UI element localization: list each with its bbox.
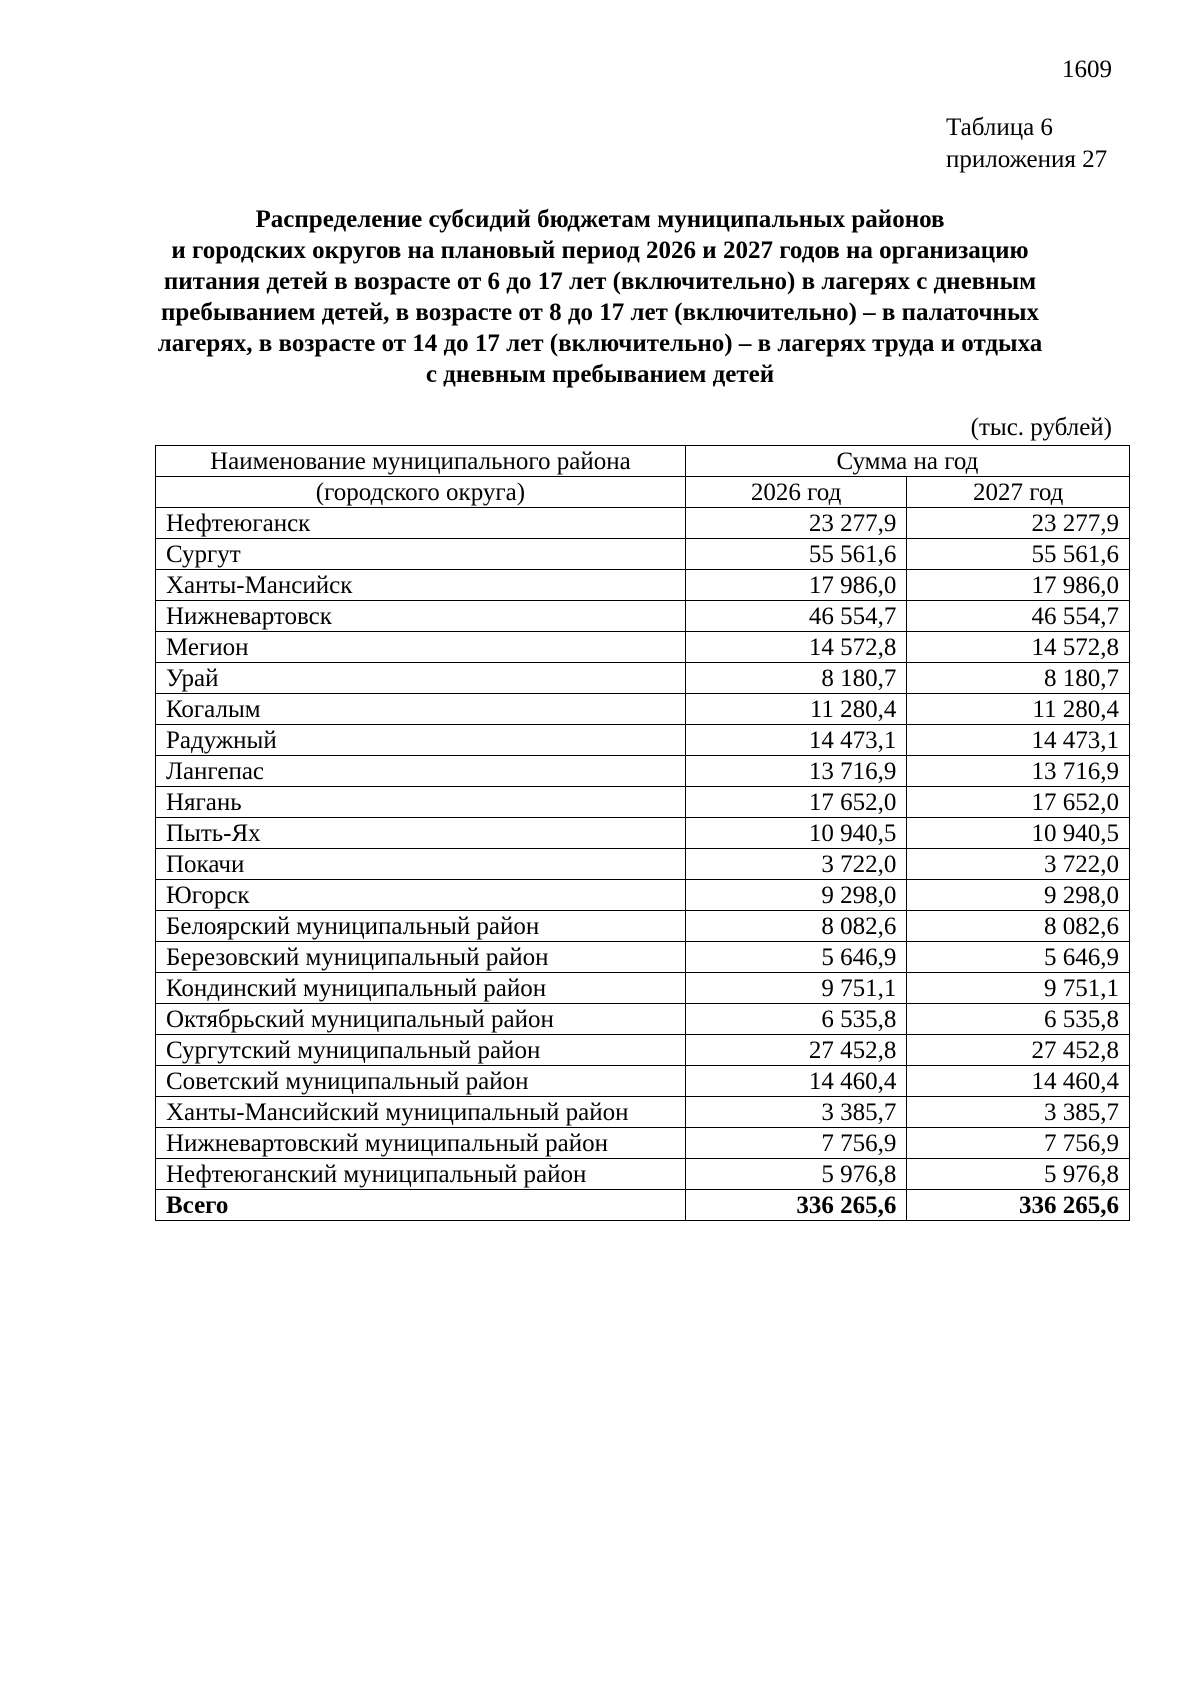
value-2027: 13 716,9 (907, 756, 1130, 787)
value-2026: 11 280,4 (685, 694, 907, 725)
table-row (156, 849, 1130, 880)
column-header-2026: 2026 год (685, 477, 907, 508)
subsidies-table (155, 445, 1130, 1221)
value-2027: 17 652,0 (907, 787, 1130, 818)
value-2027: 14 460,4 (907, 1066, 1130, 1097)
title-line: Распределение субсидий бюджетам муниципальных районов (255, 206, 945, 233)
document-title (140, 204, 1060, 390)
value-2026: 14 473,1 (685, 725, 907, 756)
total-2026: 336 265,6 (685, 1190, 907, 1221)
municipality-name: Урай (156, 663, 686, 694)
value-2026: 14 460,4 (685, 1066, 907, 1097)
municipality-name: Сургутский муниципальный район (156, 1035, 686, 1066)
value-2026: 13 716,9 (685, 756, 907, 787)
title-line: лагерях, в возрасте от 14 до 17 лет (включительно) – в лагерях труда и отдыха (157, 330, 1043, 357)
municipality-name: Белоярский муниципальный район (156, 911, 686, 942)
table-reference-line-2: приложения 27 (946, 146, 1108, 173)
value-2026: 5 646,9 (685, 942, 907, 973)
municipality-name: Кондинский муниципальный район (156, 973, 686, 1004)
table-row (156, 880, 1130, 911)
value-2027: 8 082,6 (907, 911, 1130, 942)
value-2026: 17 652,0 (685, 787, 907, 818)
municipality-name: Когалым (156, 694, 686, 725)
municipality-name: Лангепас (156, 756, 686, 787)
value-2027: 46 554,7 (907, 601, 1130, 632)
municipality-name: Югорск (156, 880, 686, 911)
table-row (156, 818, 1130, 849)
title-line: питания детей в возрасте от 6 до 17 лет (включительно) в лагерях с дневным (163, 268, 1037, 295)
column-header-2027: 2027 год (907, 477, 1130, 508)
municipality-name: Нефтеюганск (156, 508, 686, 539)
municipality-name: Нижневартовский муниципальный район (156, 1128, 686, 1159)
table-row (156, 570, 1130, 601)
value-2026: 46 554,7 (685, 601, 907, 632)
value-2027: 27 452,8 (907, 1035, 1130, 1066)
value-2026: 5 976,8 (685, 1159, 907, 1190)
table-row (156, 911, 1130, 942)
value-2026: 23 277,9 (685, 508, 907, 539)
municipality-name: Советский муниципальный район (156, 1066, 686, 1097)
title-line: с дневным пребыванием детей (425, 361, 775, 388)
table-header-row (156, 446, 1130, 477)
municipality-name: Сургут (156, 539, 686, 570)
municipality-name: Покачи (156, 849, 686, 880)
table-row (156, 725, 1130, 756)
value-2027: 11 280,4 (907, 694, 1130, 725)
table-row (156, 539, 1130, 570)
title-line: пребыванием детей, в возрасте от 8 до 17 лет (включительно) – в палаточных (161, 299, 1039, 326)
value-2026: 9 751,1 (685, 973, 907, 1004)
value-2026: 14 572,8 (685, 632, 907, 663)
table-header-row (156, 477, 1130, 508)
value-2026: 3 385,7 (685, 1097, 907, 1128)
table-reference (946, 112, 1107, 176)
value-2026: 27 452,8 (685, 1035, 907, 1066)
column-header-name-line-2: (городского округа) (156, 477, 686, 508)
table-row (156, 508, 1130, 539)
value-2027: 17 986,0 (907, 570, 1130, 601)
municipality-name: Пыть-Ях (156, 818, 686, 849)
municipality-name: Березовский муниципальный район (156, 942, 686, 973)
value-2027: 14 473,1 (907, 725, 1130, 756)
value-2027: 5 646,9 (907, 942, 1130, 973)
table-row (156, 1159, 1130, 1190)
table-row (156, 787, 1130, 818)
value-2027: 10 940,5 (907, 818, 1130, 849)
value-2026: 17 986,0 (685, 570, 907, 601)
value-2027: 23 277,9 (907, 508, 1130, 539)
table-row (156, 1097, 1130, 1128)
value-2027: 3 722,0 (907, 849, 1130, 880)
table-row (156, 694, 1130, 725)
table-row (156, 1066, 1130, 1097)
value-2027: 55 561,6 (907, 539, 1130, 570)
municipality-name: Нефтеюганский муниципальный район (156, 1159, 686, 1190)
municipality-name: Нягань (156, 787, 686, 818)
value-2027: 6 535,8 (907, 1004, 1130, 1035)
table-row (156, 1035, 1130, 1066)
column-header-sum: Сумма на год (685, 446, 1129, 477)
municipality-name: Ханты-Мансийск (156, 570, 686, 601)
value-2027: 8 180,7 (907, 663, 1130, 694)
municipality-name: Мегион (156, 632, 686, 663)
value-2027: 7 756,9 (907, 1128, 1130, 1159)
page-number: 1609 (1062, 56, 1112, 83)
municipality-name: Ханты-Мансийский муниципальный район (156, 1097, 686, 1128)
municipality-name: Радужный (156, 725, 686, 756)
value-2027: 14 572,8 (907, 632, 1130, 663)
table-total-row (156, 1190, 1130, 1221)
table-body (156, 508, 1130, 1190)
table-reference-line-1: Таблица 6 (946, 114, 1053, 141)
total-2027: 336 265,6 (907, 1190, 1130, 1221)
total-label: Всего (156, 1190, 686, 1221)
value-2027: 9 298,0 (907, 880, 1130, 911)
value-2027: 9 751,1 (907, 973, 1130, 1004)
units-label: (тыс. рублей) (970, 414, 1112, 441)
table-row (156, 973, 1130, 1004)
value-2026: 8 082,6 (685, 911, 907, 942)
value-2026: 8 180,7 (685, 663, 907, 694)
table-row (156, 632, 1130, 663)
value-2027: 5 976,8 (907, 1159, 1130, 1190)
title-line: и городских округов на плановый период 2026 и 2027 годов на организацию (171, 237, 1029, 264)
value-2027: 3 385,7 (907, 1097, 1130, 1128)
municipality-name: Нижневартовск (156, 601, 686, 632)
value-2026: 6 535,8 (685, 1004, 907, 1035)
table-row (156, 601, 1130, 632)
table-row (156, 1128, 1130, 1159)
table-row (156, 756, 1130, 787)
value-2026: 9 298,0 (685, 880, 907, 911)
column-header-name-line-1: Наименование муниципального района (156, 446, 686, 477)
value-2026: 10 940,5 (685, 818, 907, 849)
table-row (156, 942, 1130, 973)
value-2026: 7 756,9 (685, 1128, 907, 1159)
municipality-name: Октябрьский муниципальный район (156, 1004, 686, 1035)
table-row (156, 1004, 1130, 1035)
value-2026: 55 561,6 (685, 539, 907, 570)
value-2026: 3 722,0 (685, 849, 907, 880)
table-row (156, 663, 1130, 694)
